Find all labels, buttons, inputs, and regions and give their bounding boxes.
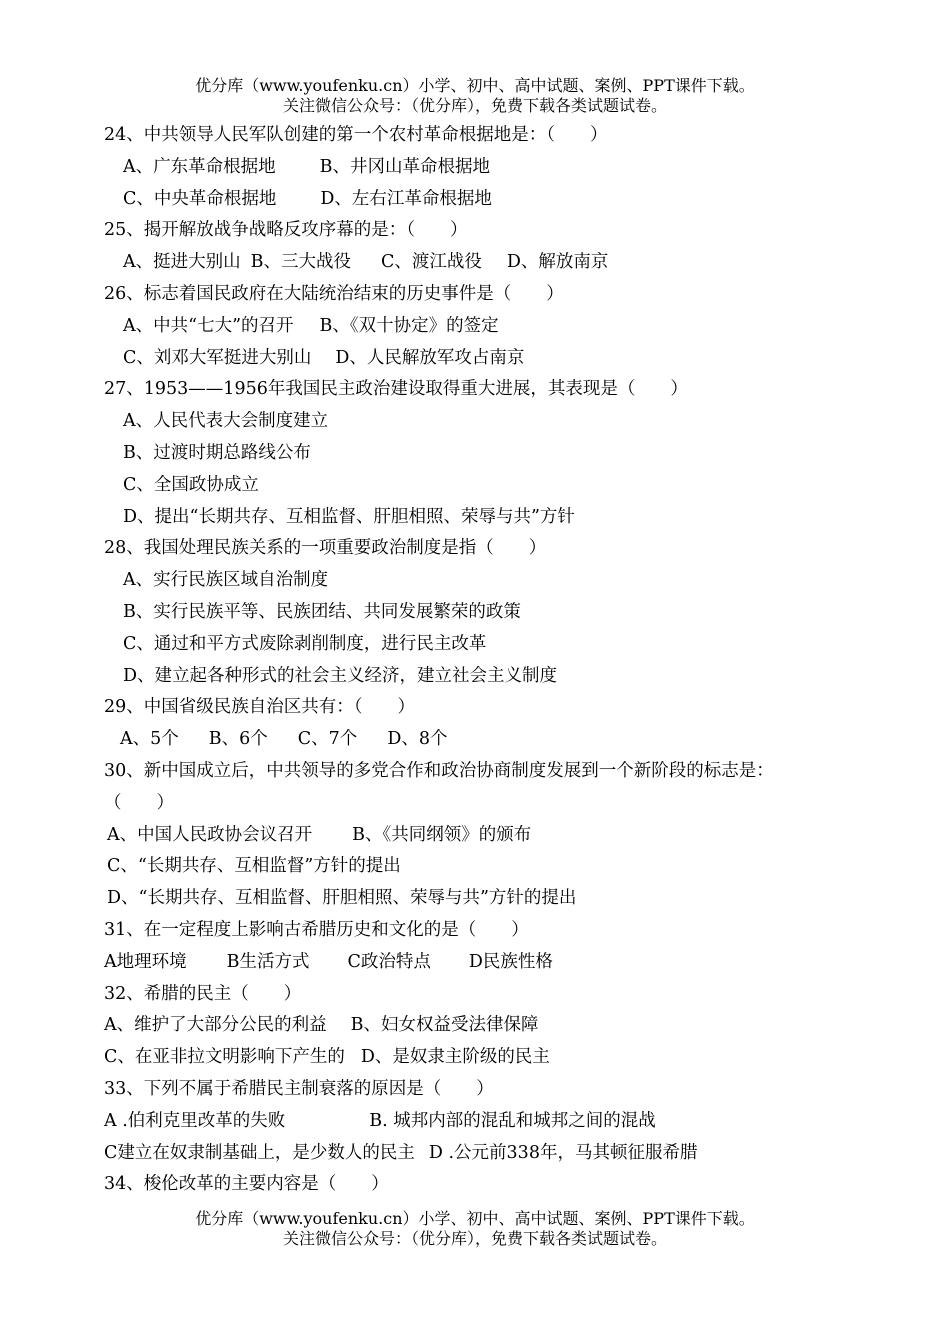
q27-option-a: A、人民代表大会制度建立 — [123, 411, 329, 432]
q31-stem: 31、在一定程度上影响古希腊历史和文化的是（ ） — [104, 919, 529, 940]
q28-stem: 28、我国处理民族关系的一项重要政治制度是指（ ） — [104, 538, 547, 559]
q27-option-b: B、过渡时期总路线公布 — [123, 442, 311, 463]
q33-option-d: D .公元前338年，马其顿征服希腊 — [428, 1142, 698, 1163]
q30-option-c: C、“长期共存、互相监督”方针的提出 — [107, 856, 401, 877]
q27-option-d: D、提出“长期共存、互相监督、肝胆相照、荣辱与共”方针 — [123, 506, 575, 527]
q31-option-a: A地理环境 — [104, 951, 187, 972]
q30-options-row-1 — [104, 820, 844, 852]
q26-stem: 26、标志着国民政府在大陆统治结束的历史事件是（ ） — [104, 283, 564, 304]
q25-stem: 25、揭开解放战争战略反攻序幕的是：（ ） — [104, 220, 468, 241]
q24-options-row-1 — [104, 152, 844, 184]
q25-options-row — [104, 247, 844, 279]
q33-options-row-2 — [104, 1138, 844, 1170]
footer-banner — [0, 1209, 950, 1249]
q29-options-row — [104, 724, 844, 756]
q31-option-c: C政治特点 — [347, 951, 431, 972]
q25-option-d: D、解放南京 — [506, 252, 609, 273]
header-line-1: 优分库（www.youfenku.cn）小学、初中、高中试题、案例、PPT课件下载。 — [195, 76, 755, 95]
q28-option-b: B、实行民族平等、民族团结、共同发展繁荣的政策 — [123, 601, 521, 622]
question-list — [104, 120, 844, 1201]
q26-options-row-2 — [104, 343, 844, 375]
q29-option-d: D、8个 — [387, 729, 448, 750]
q24-option-c: C、中央革命根据地 — [123, 188, 277, 209]
q32-option-c: C、在亚非拉文明影响下产生的 — [104, 1047, 345, 1068]
header-banner — [0, 76, 950, 116]
q32-options-row-2 — [104, 1042, 844, 1074]
q28-option-c: C、通过和平方式废除剥削制度，进行民主改革 — [123, 633, 487, 654]
q24-option-b: B、井冈山革命根据地 — [319, 156, 491, 177]
q33-option-c: C建立在奴隶制基础上，是少数人的民主 — [104, 1142, 415, 1163]
q31-options-row — [104, 947, 844, 979]
q32-option-a: A、维护了大部分公民的利益 — [104, 1015, 327, 1036]
q33-options-row-1 — [104, 1106, 844, 1138]
q33-stem: 33、下列不属于希腊民主制衰落的原因是（ ） — [104, 1078, 494, 1099]
q25-option-a: A、挺进大别山 — [123, 252, 241, 273]
q33-option-a: A .伯利克里改革的失败 — [104, 1110, 286, 1131]
q29-option-a: A、5个 — [120, 729, 179, 750]
q30-option-d: D、“长期共存、互相监督、肝胆相照、荣辱与共”方针的提出 — [107, 888, 577, 909]
q31-option-d: D民族性格 — [468, 951, 553, 972]
q32-stem: 32、希腊的民主（ ） — [104, 983, 302, 1004]
q24-options-row-2 — [104, 184, 844, 216]
q26-option-d: D、人民解放军攻占南京 — [335, 347, 525, 368]
q28-option-d: D、建立起各种形式的社会主义经济，建立社会主义制度 — [123, 665, 558, 686]
q32-options-row-1 — [104, 1010, 844, 1042]
q32-option-d: D、是奴隶主阶级的民主 — [360, 1047, 550, 1068]
q24-stem: 24、中共领导人民军队创建的第一个农村革命根据地是：（ ） — [104, 125, 608, 145]
q25-option-b: B、三大战役 — [250, 252, 352, 273]
q32-option-b: B、妇女权益受法律保障 — [350, 1015, 539, 1036]
q30-option-b: B、《共同纲领》的颁布 — [352, 824, 532, 845]
q27-option-c: C、全国政协成立 — [123, 474, 259, 495]
footer-line-1: 优分库（www.youfenku.cn）小学、初中、高中试题、案例、PPT课件下载。 — [195, 1209, 755, 1228]
q30-option-a: A、中国人民政协会议召开 — [107, 824, 313, 845]
q29-option-b: B、6个 — [208, 729, 268, 750]
footer-line-2: 关注微信公众号：（优分库），免费下载各类试题试卷。 — [282, 1229, 667, 1248]
q30-stem: 30、新中国成立后，中共领导的多党合作和政治协商制度发展到一个新阶段的标志是： — [104, 760, 774, 781]
header-line-2: 关注微信公众号：（优分库），免费下载各类试题试卷。 — [282, 96, 667, 115]
q28-option-a: A、实行民族区域自治制度 — [123, 570, 329, 591]
q27-stem: 27、1953——1956年我国民主政治建设取得重大进展，其表现是（ ） — [104, 379, 688, 400]
q26-option-c: C、刘邓大军挺进大别山 — [123, 347, 312, 368]
q26-option-a: A、中共“七大”的召开 — [123, 315, 294, 336]
q24-option-d: D、左右江革命根据地 — [320, 188, 492, 209]
q31-option-b: B生活方式 — [226, 951, 310, 972]
q29-option-c: C、7个 — [297, 729, 358, 750]
q29-stem: 29、中国省级民族自治区共有：（ ） — [104, 697, 416, 718]
q26-option-b: B、《双十协定》的签定 — [319, 315, 499, 336]
q24-option-a: A、广东革命根据地 — [123, 156, 276, 177]
q25-option-c: C、渡江战役 — [381, 252, 482, 273]
q30-stem-cont: （ ） — [104, 792, 174, 813]
q33-option-b: B. 城邦内部的混乱和城邦之间的混战 — [369, 1110, 656, 1131]
q34-stem: 34、梭伦改革的主要内容是（ ） — [104, 1174, 389, 1195]
q26-options-row-1 — [104, 311, 844, 343]
